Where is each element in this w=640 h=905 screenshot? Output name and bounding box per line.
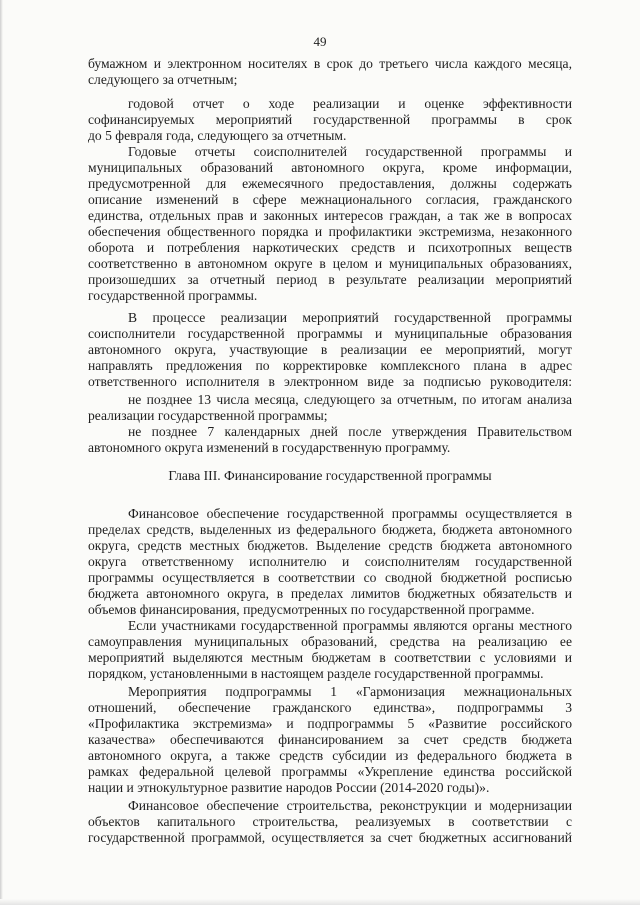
text-line: Годовые отчеты соисполнителей государственной программы и — [128, 144, 572, 159]
text-line: не позднее 7 календарных дней после утверждения Правительством — [128, 424, 572, 439]
text-line: предусмотренной для ежемесячного предоставления, должны содержать — [88, 176, 572, 191]
text-line: мероприятий выделяются местным бюджетам в соответствии с условиями и — [88, 650, 572, 665]
text-line: округа, средств местных бюджетов. Выделение средств бюджета автономного — [88, 538, 572, 553]
text-line: автономного округа, участвующие в реализации ее мероприятий, могут — [88, 342, 572, 357]
text-line: нации и этнокультурное развитие народов России (2014-2020 годы)». — [88, 780, 490, 795]
text-line: муниципальных образований автономного округа, кроме информации, — [88, 160, 572, 175]
chapter-heading: Глава III. Финансирование государственной программы — [168, 468, 492, 483]
text-line: казачества» обеспечиваются финансированием за счет средств бюджета — [88, 732, 572, 747]
text-line: обеспечения общественного порядка и профилактики экстремизма, незаконного — [88, 224, 572, 239]
text-line: «Профилактика экстремизма» и подпрограммы 5 «Развитие российского — [88, 716, 572, 731]
text-line: Финансовое обеспечение строительства, реконструкции и модернизации — [128, 798, 572, 813]
text-line: рамках федеральной целевой программы «Укрепление единства российской — [88, 764, 572, 779]
text-line: направлять предложения по корректировке комплексного плана в адрес — [88, 358, 572, 373]
text-line: объектов капитального строительства, реализуемых в соответствии с — [88, 814, 572, 829]
text-line: порядком, установленными в настоящем разделе государственной программы. — [88, 666, 544, 681]
text-line: государственной программы. — [88, 288, 258, 303]
text-line: программы осуществляется в соответствии со сводной бюджетной росписью — [88, 570, 572, 585]
text-line: автономного округа изменений в государственную программу. — [88, 440, 451, 455]
scan-bottom-shadow — [0, 899, 640, 905]
text-line: государственной программой, осуществляется за счет бюджетных ассигнований — [88, 830, 572, 845]
text-line: соисполнители государственной программы и муниципальные образования — [88, 326, 572, 341]
text-line: бумажном и электронном носителях в срок до третьего числа каждого месяца, — [88, 56, 572, 71]
text-line: единства, отдельных прав и законных интересов граждан, а так же в вопросах — [88, 208, 572, 223]
text-line: пределах средств, выделенных из федерального бюджета, бюджета автономного — [88, 522, 572, 537]
text-line: самоуправления муниципальных образований, средства на реализацию ее — [88, 634, 572, 649]
text-line: Если участниками государственной программы являются органы местного — [128, 618, 572, 633]
text-line: Мероприятия подпрограммы 1 «Гармонизация межнациональных — [128, 684, 572, 699]
text-line: В процессе реализации мероприятий государственной программы — [128, 310, 572, 325]
text-line: объемов финансирования, предусмотренных по государственной программе. — [88, 602, 535, 617]
text-line: описание изменений в сфере межнационального согласия, гражданского — [88, 192, 572, 207]
text-line: до 5 февраля года, следующего за отчетным. — [88, 128, 347, 143]
text-line: Финансовое обеспечение государственной программы осуществляется в — [128, 506, 572, 521]
text-line: следующего за отчетным; — [88, 72, 238, 87]
text-line: ответственного исполнителя в электронном виде за подписью руководителя: — [88, 374, 572, 389]
text-line: соответственно в автономном округе в целом и муниципальных образованиях, — [88, 256, 572, 271]
text-line: бюджета автономного округа, в пределах лимитов бюджетных обязательств и — [88, 586, 572, 601]
text-line: округа ответственному исполнителю и соисполнителям государственной — [88, 554, 572, 569]
text-line: отношений, обеспечение гражданского единства», подпрограммы 3 — [88, 700, 572, 715]
text-line: автономного округа, а также средств субсидии из федерального бюджета в — [88, 748, 572, 763]
text-line: реализации государственной программы; — [88, 408, 328, 423]
scan-edge-shadow — [0, 0, 3, 905]
text-line: произошедших за отчетный период в результате реализации мероприятий — [88, 272, 572, 287]
text-line: оборота и потребления наркотических средств и психотропных веществ — [88, 240, 572, 255]
text-line: годовой отчет о ходе реализации и оценке эффективности — [128, 96, 572, 111]
text-line: софинансируемых мероприятий государственной программы в срок — [88, 112, 572, 127]
page-number: 49 — [313, 34, 327, 49]
text-line: не позднее 13 числа месяца, следующего за отчетным, по итогам анализа — [128, 392, 572, 407]
